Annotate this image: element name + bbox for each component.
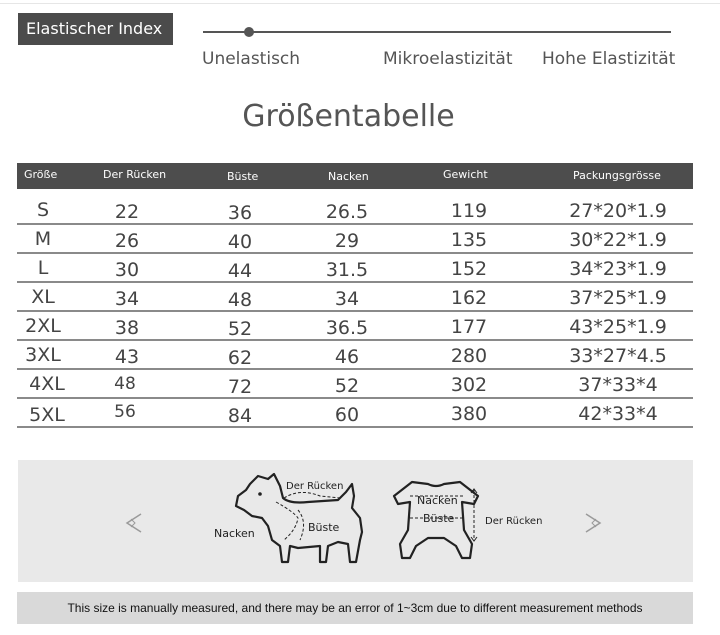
cell-neck: 46 [334, 346, 360, 368]
cell-back: 22 [114, 201, 140, 223]
header-weight: Gewicht [443, 168, 488, 181]
cell-neck: 60 [334, 404, 360, 426]
cell-package-size: 30*22*1.9 [569, 229, 667, 251]
dog-back-label: Der Rücken [286, 481, 344, 492]
dog-neck-label: Nacken [214, 527, 255, 540]
cell-size: 4XL [29, 373, 65, 395]
cell-chest: 84 [227, 405, 253, 427]
garment-neck-label: Nacken [417, 494, 458, 507]
row-divider [17, 223, 693, 225]
cell-package-size: 34*23*1.9 [569, 258, 667, 280]
row-divider [17, 426, 693, 428]
row-divider [17, 310, 693, 312]
cell-chest: 40 [227, 231, 253, 253]
cell-weight: 119 [450, 200, 488, 222]
cell-package-size: 33*27*4.5 [569, 345, 667, 367]
cell-back: 30 [114, 259, 140, 281]
cell-chest: 52 [227, 318, 253, 340]
top-divider [0, 3, 720, 4]
row-divider [17, 252, 693, 254]
cell-chest: 44 [227, 260, 253, 282]
cell-size: 3XL [25, 344, 61, 366]
measurement-note: This size is manually measured, and there may be an error of 1~3cm due to different measurement methods [67, 601, 643, 615]
cell-package-size: 42*33*4 [578, 403, 658, 425]
cell-weight: 302 [450, 374, 488, 396]
chevron-left-icon[interactable] [121, 510, 147, 536]
cell-size: S [36, 199, 50, 221]
cell-weight: 177 [450, 316, 488, 338]
header-back: Der Rücken [103, 168, 167, 181]
cell-package-size: 37*25*1.9 [569, 287, 667, 309]
cell-back: 38 [114, 317, 140, 339]
cell-size: L [37, 257, 49, 279]
garment-back-label: Der Rücken [485, 516, 543, 527]
cell-back: 43 [114, 346, 140, 368]
chevron-right-icon[interactable] [580, 510, 606, 536]
cell-package-size: 37*33*4 [578, 374, 658, 396]
cell-neck: 31.5 [325, 259, 369, 281]
cell-chest: 36 [227, 202, 253, 224]
cell-weight: 162 [450, 287, 488, 309]
elasticity-label-high: Hohe Elastizität [542, 49, 676, 69]
measurement-note-bar [17, 592, 693, 624]
cell-weight: 152 [450, 258, 488, 280]
cell-size: XL [31, 286, 55, 308]
page-title: Größentabelle [242, 99, 455, 134]
row-divider [17, 397, 693, 399]
cell-package-size: 43*25*1.9 [569, 316, 667, 338]
cell-neck: 52 [334, 375, 360, 397]
header-size: Größe [24, 168, 58, 181]
cell-package-size: 27*20*1.9 [569, 200, 667, 222]
cell-chest: 48 [227, 289, 253, 311]
elasticity-label-micro: Mikroelastizität [383, 49, 513, 69]
elasticity-level-marker [244, 27, 254, 37]
cell-weight: 380 [450, 403, 488, 425]
elasticity-label-inelastic: Unelastisch [202, 49, 301, 69]
cell-chest: 72 [227, 376, 253, 398]
cell-back: 56 [114, 402, 136, 422]
cell-size: 2XL [25, 315, 61, 337]
header-neck: Nacken [328, 170, 369, 183]
cell-neck: 36.5 [325, 317, 369, 339]
header-package-size: Packungsgrösse [573, 169, 661, 182]
cell-back: 34 [114, 288, 140, 310]
elasticity-badge: Elastischer Index [18, 13, 173, 45]
cell-size: M [34, 228, 52, 250]
garment-chest-label: Büste [423, 512, 455, 525]
header-chest: Büste [227, 170, 259, 183]
cell-neck: 34 [334, 288, 360, 310]
size-table-header [17, 163, 693, 189]
row-divider [17, 339, 693, 341]
cell-back: 48 [114, 374, 136, 394]
cell-weight: 135 [450, 229, 488, 251]
row-divider [17, 368, 693, 370]
cell-back: 26 [114, 230, 140, 252]
row-divider [17, 281, 693, 283]
cell-neck: 29 [334, 230, 360, 252]
elasticity-scale-track [203, 31, 671, 33]
cell-size: 5XL [29, 404, 65, 426]
dog-chest-label: Büste [308, 521, 340, 534]
cell-neck: 26.5 [325, 201, 369, 223]
cell-weight: 280 [450, 345, 488, 367]
cell-chest: 62 [227, 347, 253, 369]
